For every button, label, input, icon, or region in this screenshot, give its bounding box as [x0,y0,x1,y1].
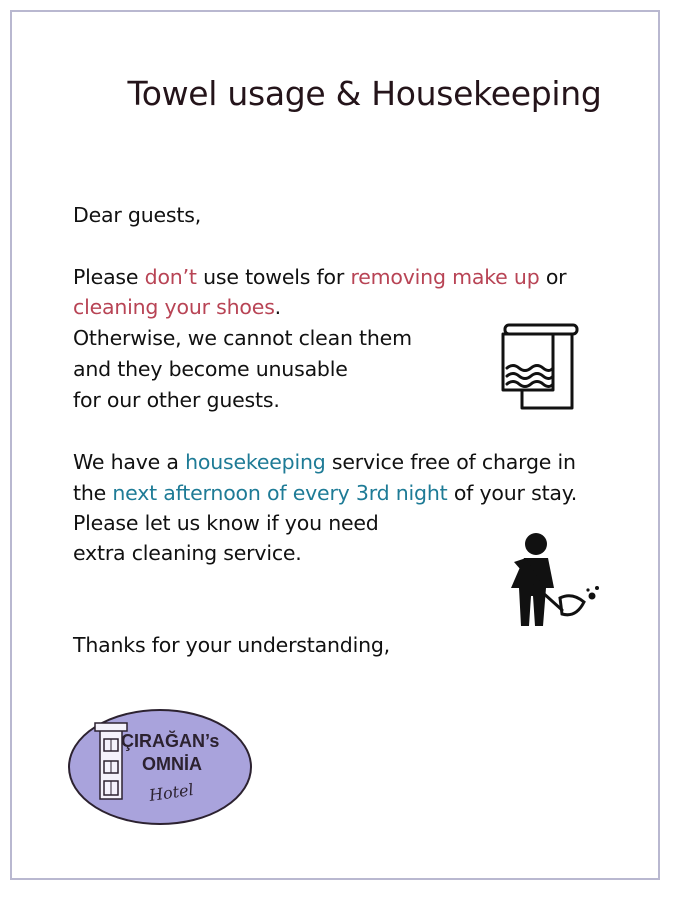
page-title: Towel usage & Housekeeping [127,74,602,113]
towel-line-5: for our other guests. [73,388,280,412]
highlight-dont: don’t [144,265,197,289]
text: . [274,295,281,319]
housekeeping-line-4: extra cleaning service. [73,541,302,565]
greeting: Dear guests, [73,203,202,227]
towel-icon [495,320,585,412]
towel-line-4: and they become unusable [73,357,348,381]
highlight-housekeeping: housekeeping [185,450,326,474]
housekeeping-line-2 [73,481,577,505]
cleaning-person-icon [500,530,604,628]
text: use towels for [196,265,351,289]
closing-text: Thanks for your understanding, [73,633,390,657]
logo-text-line3: Hotel [147,779,195,806]
towel-line-1 [73,265,566,289]
highlight-removing-make-up: removing make up [350,265,540,289]
logo-text-line2: OMNİA [142,754,202,774]
highlight-schedule: next afternoon of every 3rd night [112,481,448,505]
text: the [73,481,113,505]
text: of your stay. [447,481,578,505]
towel-line-3: Otherwise, we cannot clean them [73,326,412,350]
highlight-cleaning-shoes: cleaning your shoes [73,295,275,319]
housekeeping-line-1 [73,450,576,474]
text: or [539,265,567,289]
housekeeping-line-3: Please let us know if you need [73,511,379,535]
text: service free of charge in [325,450,576,474]
text: We have a [73,450,186,474]
towel-line-2 [73,295,281,319]
logo-text-line1: ÇIRAĞAN’s [121,731,220,751]
text: Please [73,265,145,289]
